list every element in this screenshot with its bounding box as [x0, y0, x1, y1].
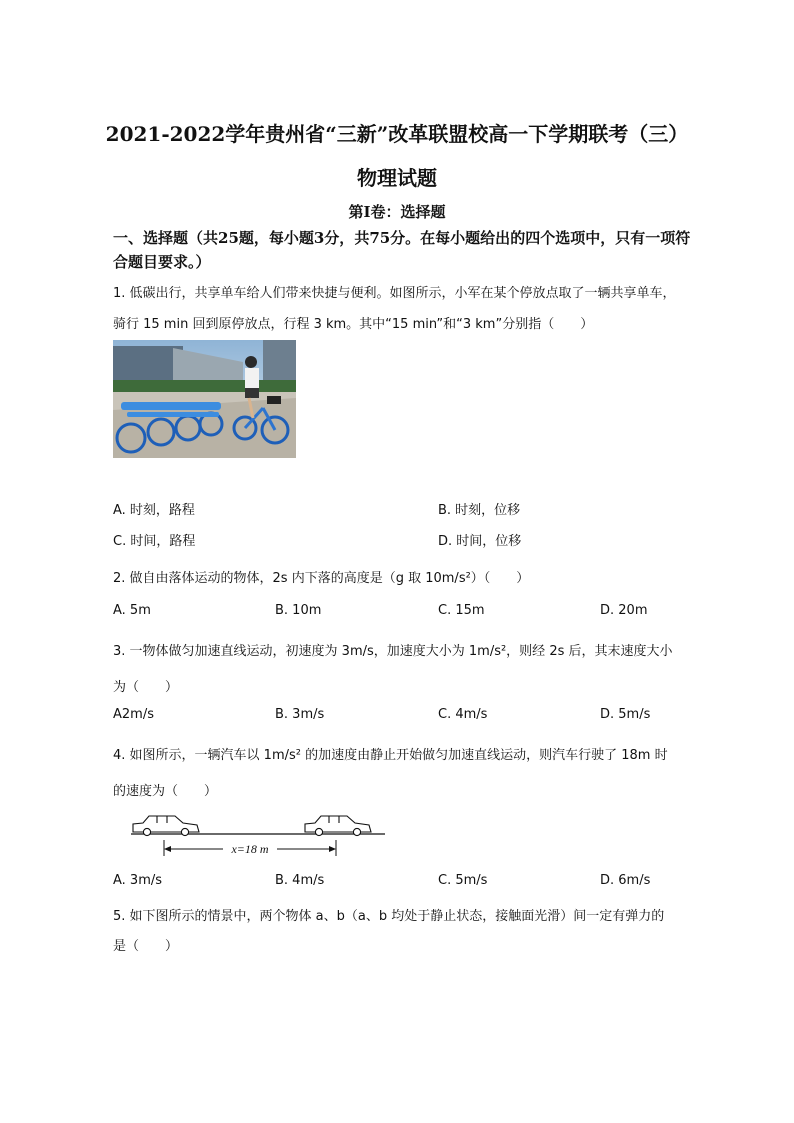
distance-label: x=18 m [231, 842, 269, 856]
car-motion-diagram [113, 808, 388, 860]
q1-option-c[interactable]: C. 时间，路程 [113, 534, 196, 549]
q1-stem-line1: 1. 低碳出行，共享单车给人们带来快捷与便利。如图所示，小军在某个停放点取了一辆共享单车， [113, 286, 676, 301]
q3-stem-line2: 为（ ） [113, 680, 179, 695]
q4-stem-line1: 4. 如图所示，一辆汽车以 1m/s² 的加速度由静止开始做匀加速直线运动，则汽车行驶了 18m 时 [113, 748, 668, 763]
q2-stem: 2. 做自由落体运动的物体，2s 内下落的高度是（g 取 10m/s²）（ ） [113, 571, 530, 586]
q1-option-b[interactable]: B. 时刻，位移 [438, 503, 521, 518]
volume-heading: 第Ⅰ卷：选择题 [348, 203, 446, 221]
q2-option-a[interactable]: A. 5m [113, 603, 151, 618]
exam-title: 2021-2022学年贵州省“三新”改革联盟校高一下学期联考（三） [105, 122, 689, 146]
q4-option-a[interactable]: A. 3m/s [113, 873, 163, 888]
q3-stem-line1: 3. 一物体做匀加速直线运动，初速度为 3m/s，加速度大小为 1m/s²，则经 2s 后，其末速度大小 [113, 644, 673, 659]
q1-option-d[interactable]: D. 时间，位移 [438, 534, 522, 549]
q2-option-d[interactable]: D. 20m [600, 603, 648, 618]
car-end-icon [305, 816, 371, 836]
q3-option-c[interactable]: C. 4m/s [438, 707, 488, 722]
q4-option-c[interactable]: C. 5m/s [438, 873, 488, 888]
q3-option-a[interactable]: A2m/s [113, 707, 154, 722]
exam-subject: 物理试题 [357, 166, 437, 190]
q4-stem-line2: 的速度为（ ） [113, 784, 218, 799]
q2-option-c[interactable]: C. 15m [438, 603, 485, 618]
section-heading: 一、选择题（共25题，每小题3分，共75分。在每小题给出的四个选项中，只有一项符合题目要求。） [113, 229, 691, 271]
q5-stem-line2: 是（ ） [113, 939, 179, 954]
q4-option-b[interactable]: B. 4m/s [275, 873, 325, 888]
q1-stem-line2: 骑行 15 min 回到原停放点，行程 3 km。其中“15 min”和“3 km”分别指（ ） [113, 317, 594, 332]
q1-option-a[interactable]: A. 时刻，路程 [113, 503, 195, 518]
q4-option-d[interactable]: D. 6m/s [600, 873, 651, 888]
car-start-icon [133, 816, 199, 836]
q5-stem-line1: 5. 如下图所示的情景中，两个物体 a、b（a、b 均处于静止状态，接触面光滑）间一定有弹力的 [113, 909, 665, 924]
q3-option-d[interactable]: D. 5m/s [600, 707, 651, 722]
q2-option-b[interactable]: B. 10m [275, 603, 322, 618]
q3-option-b[interactable]: B. 3m/s [275, 707, 325, 722]
bike-sharing-photo [113, 340, 296, 458]
